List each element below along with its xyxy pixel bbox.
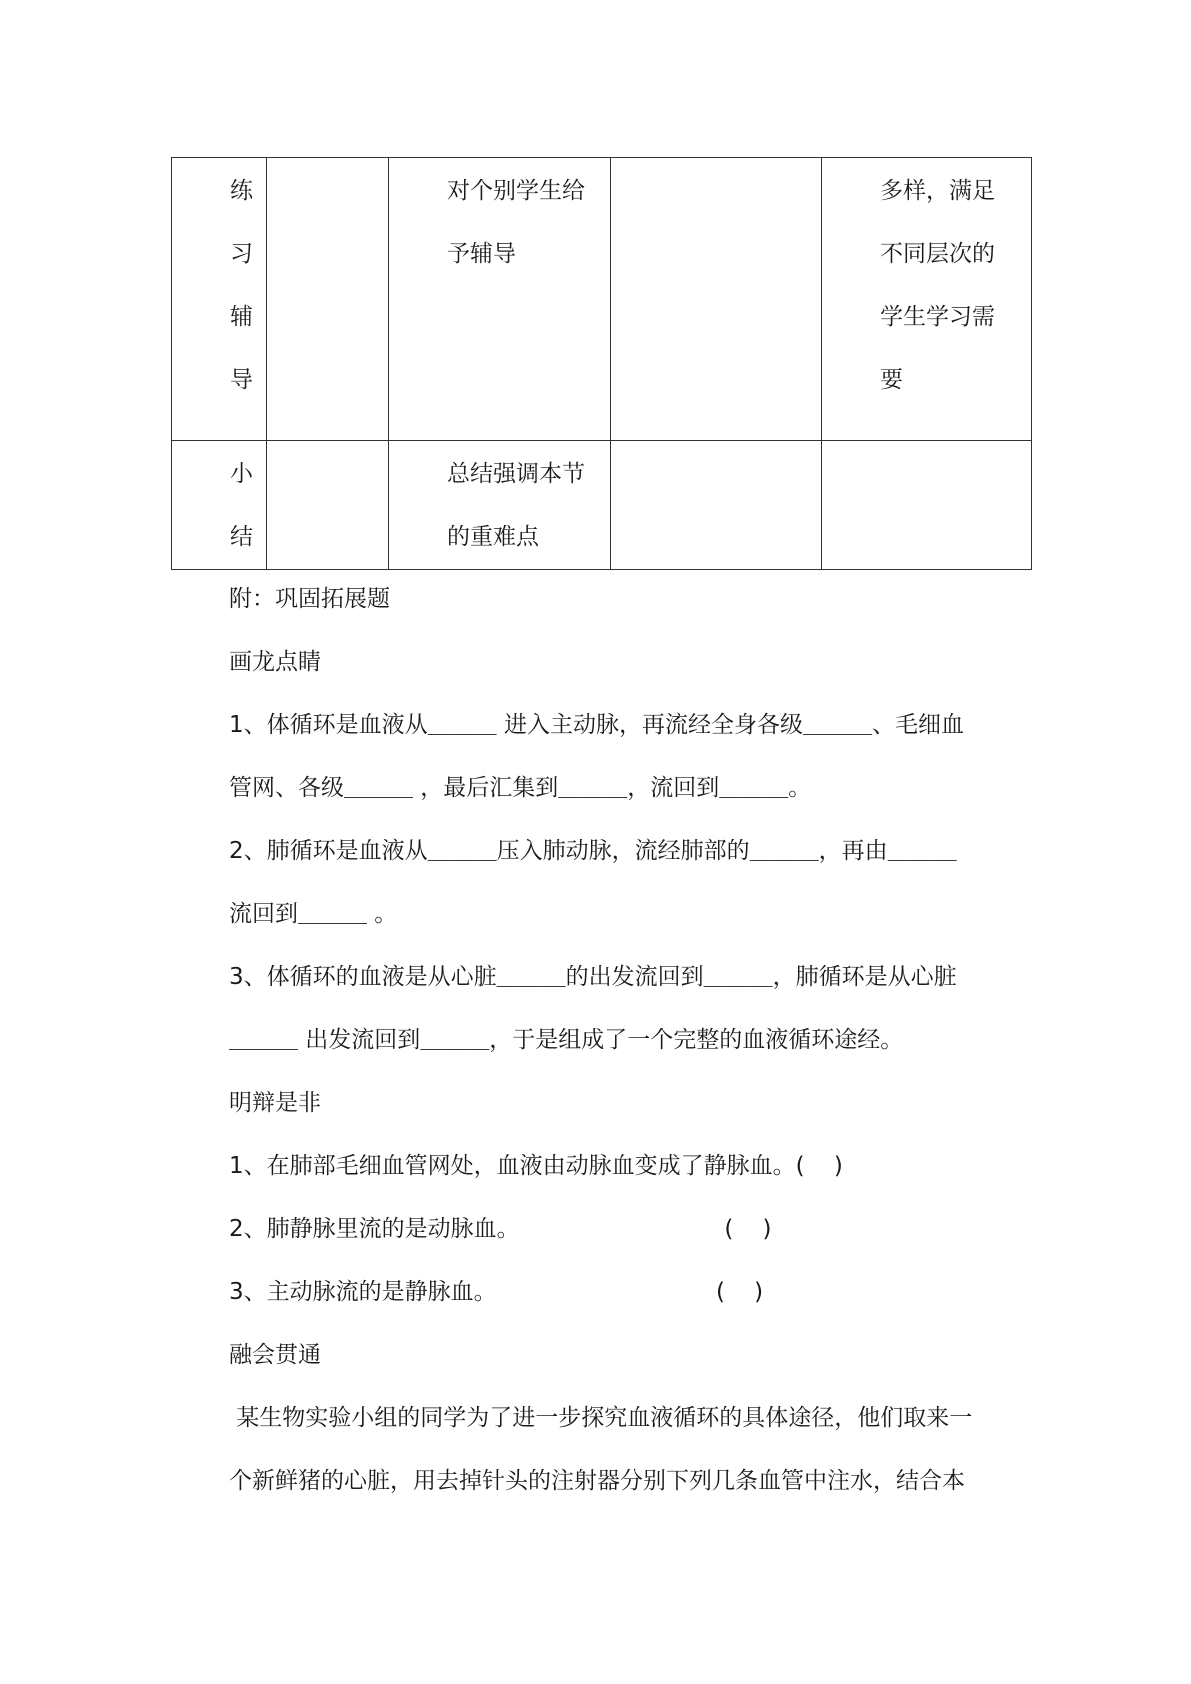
paragraph-line: 某生物实验小组的同学为了进一步探究血液循环的具体途径，他们取来一 xyxy=(229,1405,973,1431)
paragraph-line: 个新鲜猪的心脏，用去掉针头的注射器分别下列几条血管中注水，结合本 xyxy=(229,1468,965,1494)
content-cell xyxy=(267,441,389,570)
appendix-title: 附：巩固拓展题 xyxy=(229,586,390,612)
paragraph-line: 1、体循环是血液从＿＿＿ 进入主动脉，再流经全身各级＿＿＿、毛细血 xyxy=(229,712,964,738)
paragraph-line: 管网、各级＿＿＿ ，最后汇集到＿＿＿，流回到＿＿＿。 xyxy=(229,775,812,801)
exercise-text xyxy=(229,568,1019,1513)
section-title-integration: 融会贯通 xyxy=(229,1342,321,1368)
paragraph-line: 流回到＿＿＿ 。 xyxy=(229,901,398,927)
stage-cell: 练 习 辅 导 xyxy=(172,158,267,441)
paragraph-line: ＿＿＿ 出发流回到＿＿＿，于是组成了一个完整的血液循环途经。 xyxy=(229,1027,904,1053)
paragraph-line: 2、肺静脉里流的是动脉血。 ( ) xyxy=(229,1216,772,1242)
student-activity-cell xyxy=(611,441,822,570)
paragraph-line: 3、体循环的血液是从心脏＿＿＿的出发流回到＿＿＿，肺循环是从心脏 xyxy=(229,964,957,990)
section-title-fill-blank: 画龙点睛 xyxy=(229,649,321,675)
design-intent-cell: 多样，满足 不同层次的 学生学习需 要 xyxy=(822,158,1032,441)
section-title-true-false: 明辩是非 xyxy=(229,1090,321,1116)
student-activity-cell xyxy=(611,158,822,441)
stage-cell: 小 结 xyxy=(172,441,267,570)
design-intent-cell xyxy=(822,441,1032,570)
paragraph-line: 3、主动脉流的是静脉血。 ( ) xyxy=(229,1279,764,1305)
paragraph-line: 2、肺循环是血液从＿＿＿压入肺动脉，流经肺部的＿＿＿，再由＿＿＿ xyxy=(229,838,957,864)
paragraph-line: 1、在肺部毛细血管网处，血液由动脉血变成了静脉血。( ) xyxy=(229,1153,843,1179)
content-cell xyxy=(267,158,389,441)
table-row-practice xyxy=(172,158,1032,441)
teacher-activity-cell: 对个别学生给 予辅导 xyxy=(389,158,611,441)
lesson-plan-table xyxy=(171,157,1032,570)
table-row-summary xyxy=(172,441,1032,570)
teacher-activity-cell: 总结强调本节 的重难点 xyxy=(389,441,611,570)
